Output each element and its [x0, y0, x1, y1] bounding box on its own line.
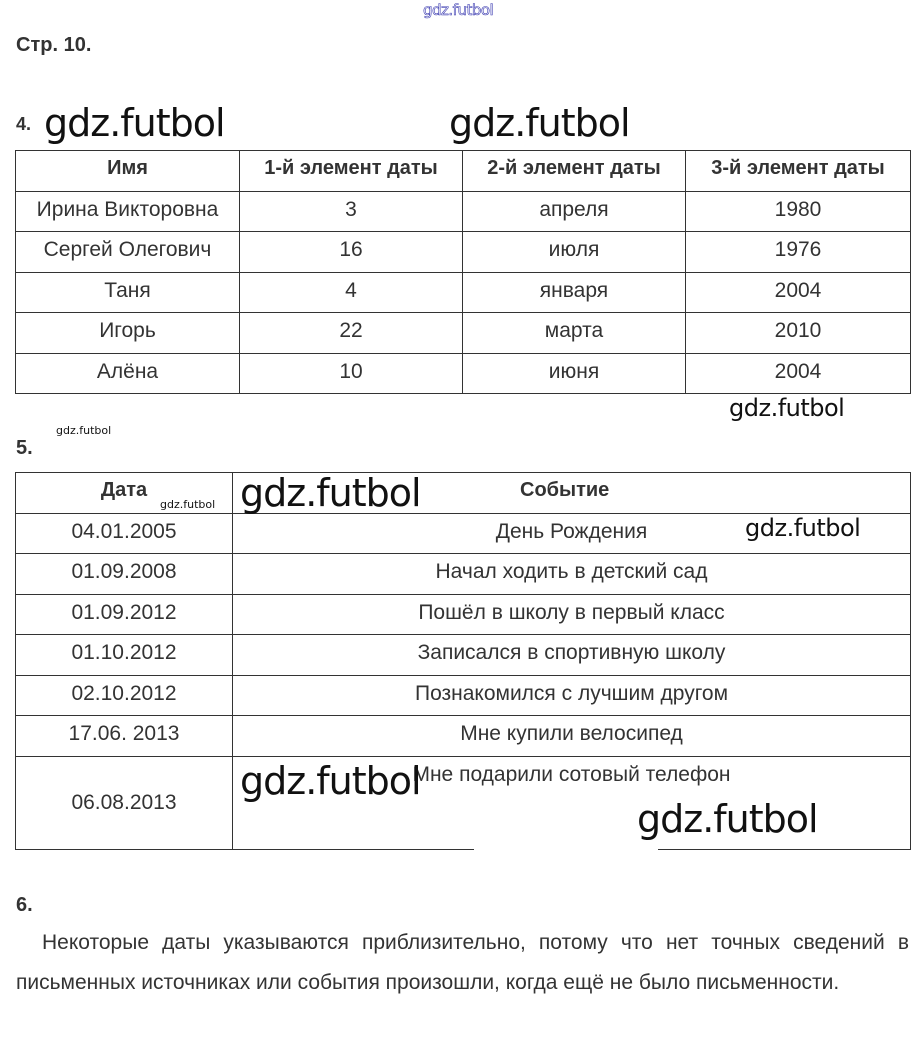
- watermark: gdz.futbol: [240, 471, 421, 515]
- watermark: gdz.futbol: [729, 394, 845, 422]
- cell-name: Ирина Викторовна: [16, 191, 240, 232]
- header-element-1: 1-й элемент даты: [240, 151, 463, 192]
- page-label: Стр. 10.: [16, 34, 92, 56]
- cell-name: Алёна: [16, 353, 240, 394]
- cell-event: Мне подарили сотовый телефон: [233, 756, 911, 849]
- task-4-number: 4.: [16, 114, 32, 134]
- cell-month: марта: [463, 313, 686, 354]
- cell-year: 2004: [686, 272, 911, 313]
- cell-event: День Рождения: [233, 513, 911, 554]
- watermark-top: gdz.futbol: [423, 1, 494, 19]
- table-header-row: [16, 151, 911, 192]
- cell-month: января: [463, 272, 686, 313]
- cell-event: Записался в спортивную школу: [233, 635, 911, 676]
- cell-date: 17.06. 2013: [16, 716, 233, 757]
- cell-date: 01.09.2012: [16, 594, 233, 635]
- cell-event: Мне купили велосипед: [233, 716, 911, 757]
- watermark: gdz.futbol: [637, 797, 818, 841]
- header-event: Событие: [233, 473, 911, 514]
- cell-year: 1976: [686, 232, 911, 273]
- cell-year: 1980: [686, 191, 911, 232]
- task-4-table: [15, 150, 911, 394]
- watermark: gdz.futbol: [56, 424, 112, 437]
- watermark: gdz.futbol: [745, 514, 861, 542]
- cell-year: 2004: [686, 353, 911, 394]
- cell-event: Познакомился с лучшим другом: [233, 675, 911, 716]
- watermark: gdz.futbol: [160, 498, 216, 511]
- watermark: gdz.futbol: [44, 101, 225, 145]
- cell-date: 01.10.2012: [16, 635, 233, 676]
- cell-name: Игорь: [16, 313, 240, 354]
- watermark: gdz.futbol: [449, 101, 630, 145]
- cell-month: июня: [463, 353, 686, 394]
- cell-day: 16: [240, 232, 463, 273]
- cell-date: 04.01.2005: [16, 513, 233, 554]
- cell-date: 06.08.2013: [16, 756, 233, 849]
- cell-day: 4: [240, 272, 463, 313]
- cell-day: 3: [240, 191, 463, 232]
- table-row: [16, 635, 911, 676]
- table-row: [16, 675, 911, 716]
- header-element-2: 2-й элемент даты: [463, 151, 686, 192]
- cell-month: апреля: [463, 191, 686, 232]
- border-gap: [474, 846, 658, 852]
- header-element-3: 3-й элемент даты: [686, 151, 911, 192]
- cell-name: Таня: [16, 272, 240, 313]
- cell-event: Пошёл в школу в первый класс: [233, 594, 911, 635]
- header-date: Дата: [16, 473, 233, 514]
- table-row: [16, 353, 911, 394]
- cell-date: 02.10.2012: [16, 675, 233, 716]
- table-row: [16, 716, 911, 757]
- table-row: [16, 232, 911, 273]
- table-row: [16, 191, 911, 232]
- task-6-answer: Некоторые даты указываются приблизительно, потому что нет точных сведений в письменных источниках или события произошли, когда ещё не было письменности.: [16, 931, 909, 994]
- table-row: [16, 272, 911, 313]
- table-row: [16, 313, 911, 354]
- cell-day: 22: [240, 313, 463, 354]
- cell-event: Начал ходить в детский сад: [233, 554, 911, 595]
- cell-day: 10: [240, 353, 463, 394]
- cell-date: 01.09.2008: [16, 554, 233, 595]
- table-row: [16, 594, 911, 635]
- table-header-row: [16, 473, 911, 514]
- header-name: Имя: [16, 151, 240, 192]
- task-6-number: 6.: [16, 894, 33, 916]
- cell-year: 2010: [686, 313, 911, 354]
- cell-name: Сергей Олегович: [16, 232, 240, 273]
- table-row: [16, 554, 911, 595]
- task-5-number: 5.: [16, 437, 33, 459]
- watermark: gdz.futbol: [240, 759, 421, 803]
- cell-month: июля: [463, 232, 686, 273]
